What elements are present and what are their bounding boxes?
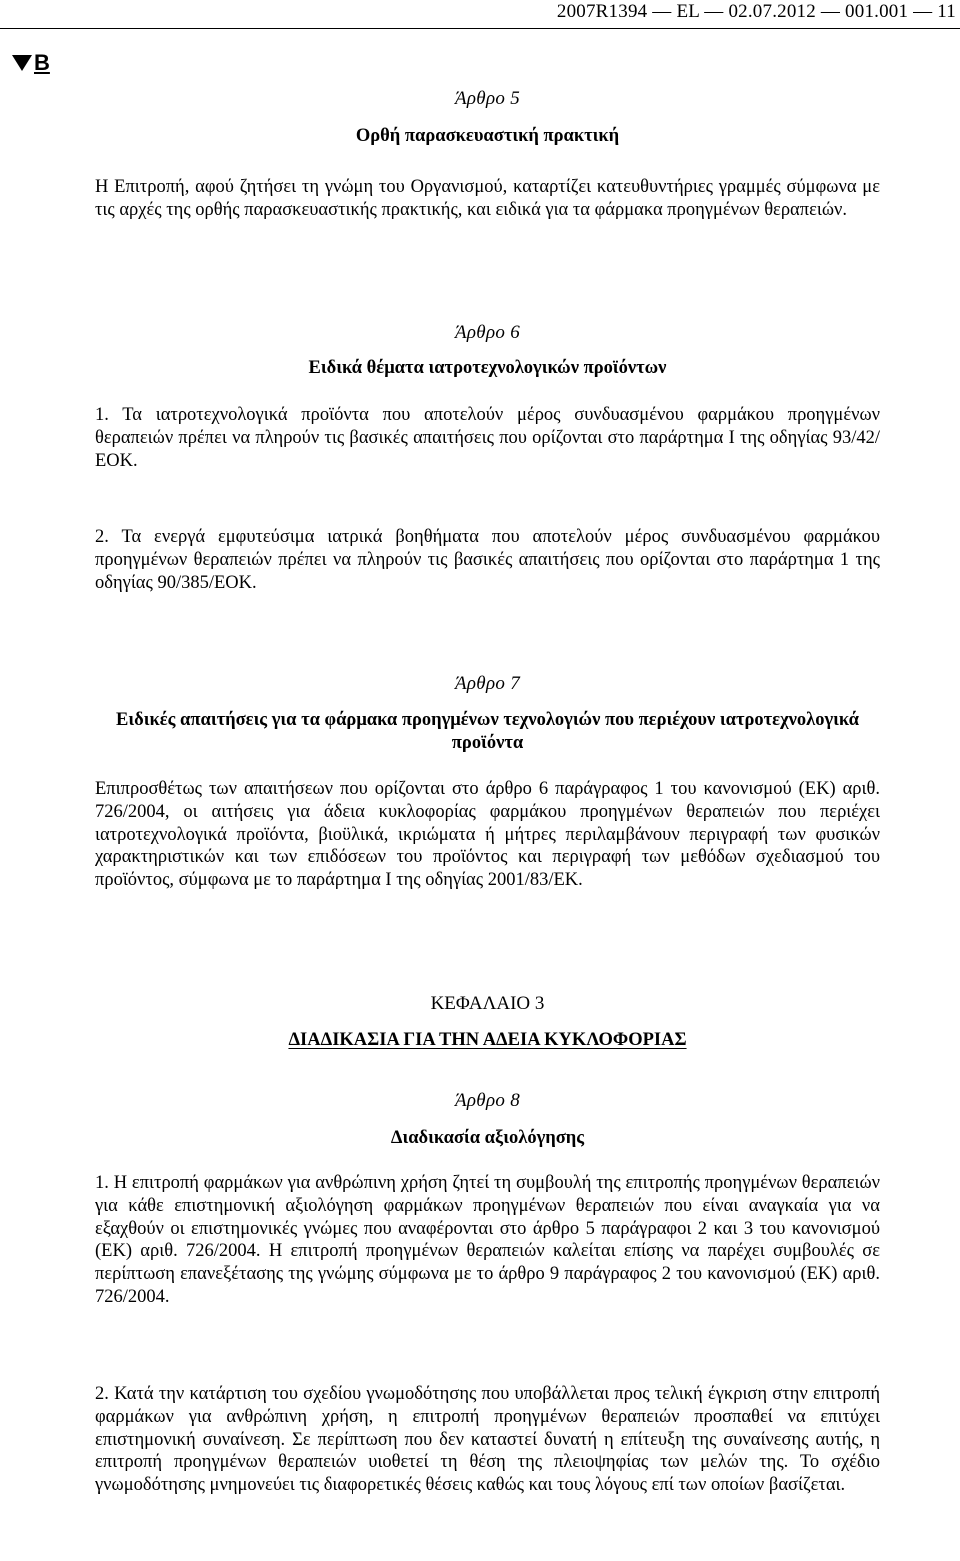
article-8-title: Διαδικασία αξιολόγησης (390, 1128, 585, 1148)
article-5-paragraph: Η Επιτροπή, αφού ζητήσει τη γνώμη του Οργανισμού, καταρτίζει κατευθυντήριες γραμμές σύμφωνα με τις αρχές της ορθής παρασκευαστικής πρακτικής, και ειδικά για τα φάρμακα προηγμένων θεραπειών. (95, 177, 880, 220)
amendment-marker-letter: B (34, 50, 50, 75)
article-7-number: Άρθρο 7 (454, 673, 521, 694)
running-head-text: 2007R1394 — EL — 02.07.2012 — 001.001 — 11 (556, 1, 956, 22)
article-6-paragraph-2: 2. Τα ενεργά εμφυτεύσιμα ιατρικά βοηθήματα που αποτελούν μέρος συνδυασμένου φαρμάκου προηγμένων θεραπειών πρέπει να πληρούν τις βασικές απαιτήσεις που ορίζονται στο παράρτημα 1 της οδηγίας 90/385/ΕΟΚ. (95, 527, 880, 593)
article-8-paragraph-2: 2. Κατά την κατάρτιση του σχεδίου γνωμοδότησης που υποβάλλεται προς τελική έγκριση στην επιτροπή φαρμάκων για ανθρώπινη χρήση, η επιτροπή προηγμένων θεραπειών προσπαθεί να επιτύχει επιστημονική συναίνεση. Σε περίπτωση που δεν καταστεί δυνατή η επίτευξη της συναίνεσης αυτής, η επιτροπή προηγμένων θεραπειών υιοθετεί τη θέση της πλειοψηφίας των μελών της. Το σχέδιο γνωμοδότησης μνημονεύει τις διαφορετικές θέσεις καθώς και τους λόγους επί των οποίων βασίζεται. (95, 1384, 880, 1496)
article-6-paragraph-1: 1. Τα ιατροτεχνολογικά προϊόντα που αποτελούν μέρος συνδυασμένου φαρμάκου προηγμένων θεραπειών πρέπει να πληρούν τις βασικές απαιτήσεις που ορίζονται στο παράρτημα I της οδηγίας 93/42/ΕΟΚ. (95, 405, 880, 471)
chapter-3-title: ΔΙΑΔΙΚΑΣΙΑ ΓΙΑ ΤΗΝ ΑΔΕΙΑ ΚΥΚΛΟΦΟΡΙΑΣ (288, 1030, 687, 1050)
article-5-title: Ορθή παρασκευαστική πρακτική (355, 126, 620, 146)
article-7-paragraph: Επιπροσθέτως των απαιτήσεων που ορίζονται στο άρθρο 6 παράγραφος 1 του κανονισμού (ΕΚ) αριθ. 726/2004, οι αιτήσεις για άδεια κυκλοφορίας φαρμάκου προηγμένων θεραπειών που περιέχει ιατροτεχνολογικά προϊόντα, βιοϋλικά, ικριώματα ή μήτρες περιλαμβάνουν περιγραφή των φυσικών χαρακτηριστικών και των επιδόσεων του προϊόντος και περιγραφή των μεθόδων σχεδιασμού του προϊόντος, σύμφωνα με το παράρτημα I της οδηγίας 2001/83/ΕΚ. (95, 779, 880, 891)
triangle-down-icon (12, 55, 32, 71)
article-8-paragraph-1: 1. Η επιτροπή φαρμάκων για ανθρώπινη χρήση ζητεί τη συμβουλή της επιτροπής προηγμένων θεραπειών για κάθε επιστημονική αξιολόγηση φαρμάκων προηγμένων θεραπειών που είναι αναγκαία για να εξαχθούν οι επιστημονικές γνώμες που αναφέρονται στο άρθρο 5 παράγραφοι 2 και 3 του κανονισμού (ΕΚ) αριθ. 726/2004. Η επιτροπή προηγμένων θεραπειών καλείται επίσης να παρέχει συμβουλές σε περίπτωση επανεξέτασης της γνώμης σύμφωνα με το άρθρο 9 παράγραφος 2 του κανονισμού (ΕΚ) αριθ. 726/2004. (95, 1173, 880, 1307)
article-8-number: Άρθρο 8 (454, 1090, 521, 1111)
article-6-number: Άρθρο 6 (454, 322, 521, 343)
chapter-3-label: ΚΕΦΑΛΑΙΟ 3 (430, 993, 545, 1014)
article-7-title: Ειδικές απαιτήσεις για τα φάρμακα προηγμένων τεχνολογιών που περιέχουν ιατροτεχνολογικά προϊόντα (116, 710, 859, 753)
article-6-title: Ειδικά θέματα ιατροτεχνολογικών προϊόντων (308, 358, 667, 378)
article-5-number: Άρθρο 5 (454, 88, 521, 109)
running-header (0, 0, 960, 29)
amendment-marker (12, 50, 50, 76)
